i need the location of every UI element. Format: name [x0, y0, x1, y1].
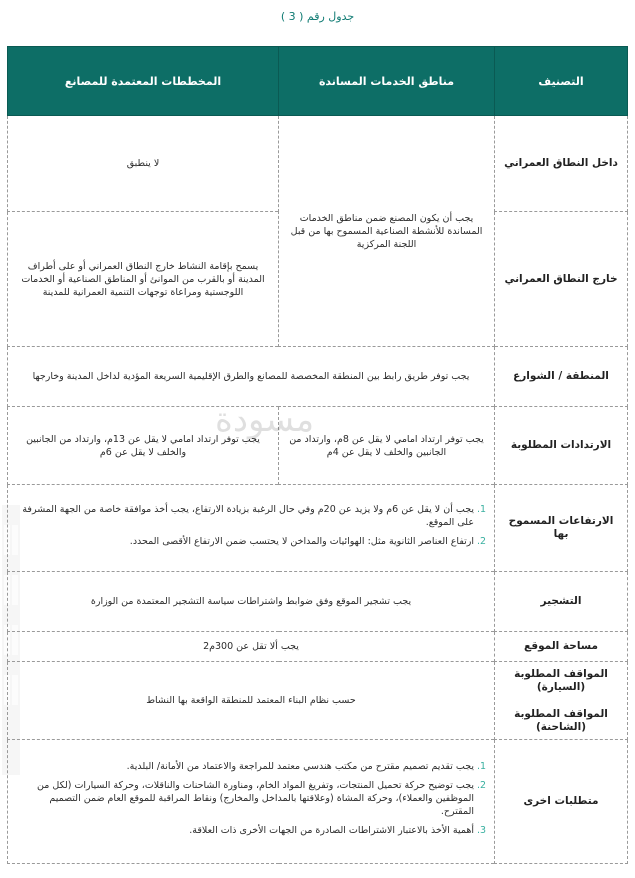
- table-row: [8, 632, 628, 662]
- draft-watermark: مسودة: [215, 400, 315, 440]
- heights-list: [16, 503, 486, 548]
- other-cell: [8, 740, 495, 864]
- label-streets: المنطقة / الشوارع: [495, 347, 628, 407]
- table-row: [8, 116, 628, 212]
- requirements-table: [7, 46, 628, 864]
- setbacks-plans-text: يجب توفر ارتداد امامي لا يقل عن 13م، وارتداد من الجانبين والخلف لا يقل عن 6م: [8, 407, 279, 485]
- header-support-zones: مناطق الخدمات المساندة: [279, 47, 495, 116]
- outside-urban-plans: يسمح بإقامة النشاط خارج النطاق العمراني أو على أطراف المدينة أو بالقرب من الموانئ أو المناطق الصناعية أو الخدمات اللوجستية ومراعاة توجهات التنمية العمرانية للمدينة: [8, 212, 279, 347]
- other-list: [16, 760, 486, 837]
- table-row: [8, 740, 628, 864]
- list-item: 1. يجب أن لا يقل عن 6م ولا يزيد عن 20م وفي حال الرغبة بزيادة الارتفاع، يجب أخذ موافقة خاصة من الجهة المشرفة على الموقع.: [16, 503, 474, 529]
- planting-text: يجب تشجير الموقع وفق ضوابط واشتراطات سياسة التشجير المعتمدة من الوزارة: [8, 572, 495, 632]
- list-item: 2. يجب توضيح حركة تحميل المنتجات، وتفريغ المواد الخام، ومناورة الشاحنات والناقلات، وحركة السيارات (لكل من الموظفين والعملاء)، وحركة المشاة (وعلاقتها بالمداخل والمخارج) ونقاط المراقبة للموقع العام ضمن التصميم المقترح.: [16, 779, 474, 818]
- inside-urban-plans: لا ينطبق: [8, 116, 279, 212]
- label-heights: الارتفاعات المسموح بها: [495, 485, 628, 572]
- table-row: [8, 485, 628, 572]
- table-caption: جدول رقم ( 3 ): [280, 10, 355, 23]
- support-zones-text: يجب أن يكون المصنع ضمن مناطق الخدمات المساندة للأنشطة الصناعية المسموح بها من قبل اللجنة المركزية: [279, 116, 495, 347]
- label-outside-urban: خارج النطاق العمراني: [495, 212, 628, 347]
- table-row: [8, 347, 628, 407]
- label-other: متطلبات اخرى: [495, 740, 628, 864]
- list-item: 2. ارتفاع العناصر الثانوية مثل: الهوائيات والمداخن لا يحتسب ضمن الارتفاع الأقصى المحدد.: [16, 535, 474, 548]
- label-area: مساحة الموقع: [495, 632, 628, 662]
- header-factory-plans: المخططات المعتمدة للمصانع: [8, 47, 279, 116]
- area-text: يجب ألا تقل عن 300م2: [8, 632, 495, 662]
- label-parking-car: المواقف المطلوبة (السيارة): [514, 667, 608, 693]
- table-row: [8, 662, 628, 740]
- header-row: [8, 47, 628, 116]
- label-inside-urban: داخل النطاق العمراني: [495, 116, 628, 212]
- label-setbacks: الارتدادات المطلوبة: [495, 407, 628, 485]
- label-parking-truck: المواقف المطلوبة (الشاحنة): [514, 707, 608, 733]
- table-row: [8, 407, 628, 485]
- table-row: [8, 572, 628, 632]
- list-item: 1. يجب تقديم تصميم مقترح من مكتب هندسي معتمد للمراجعة والاعتماد من الأمانة/ البلدية.: [16, 760, 474, 773]
- list-item: 3. أهمية الأخذ بالاعتبار الاشتراطات الصادرة من الجهات الأخرى ذات العلاقة.: [16, 824, 474, 837]
- header-classification: التصنيف: [495, 47, 628, 116]
- heights-cell: [8, 485, 495, 572]
- label-parking: [495, 662, 628, 740]
- parking-text: حسب نظام البناء المعتمد للمنطقة الواقعة بها النشاط: [8, 662, 495, 740]
- label-planting: التشجير: [495, 572, 628, 632]
- setbacks-support-text: يجب توفر ارتداد امامي لا يقل عن 8م، وارتداد من الجانبين والخلف لا يقل عن 4م: [279, 407, 495, 485]
- streets-text: يجب توفر طريق رابط بين المنطقة المخصصة للمصانع والطرق الإقليمية السريعة المؤدية لداخل المدينة وخارجها: [8, 347, 495, 407]
